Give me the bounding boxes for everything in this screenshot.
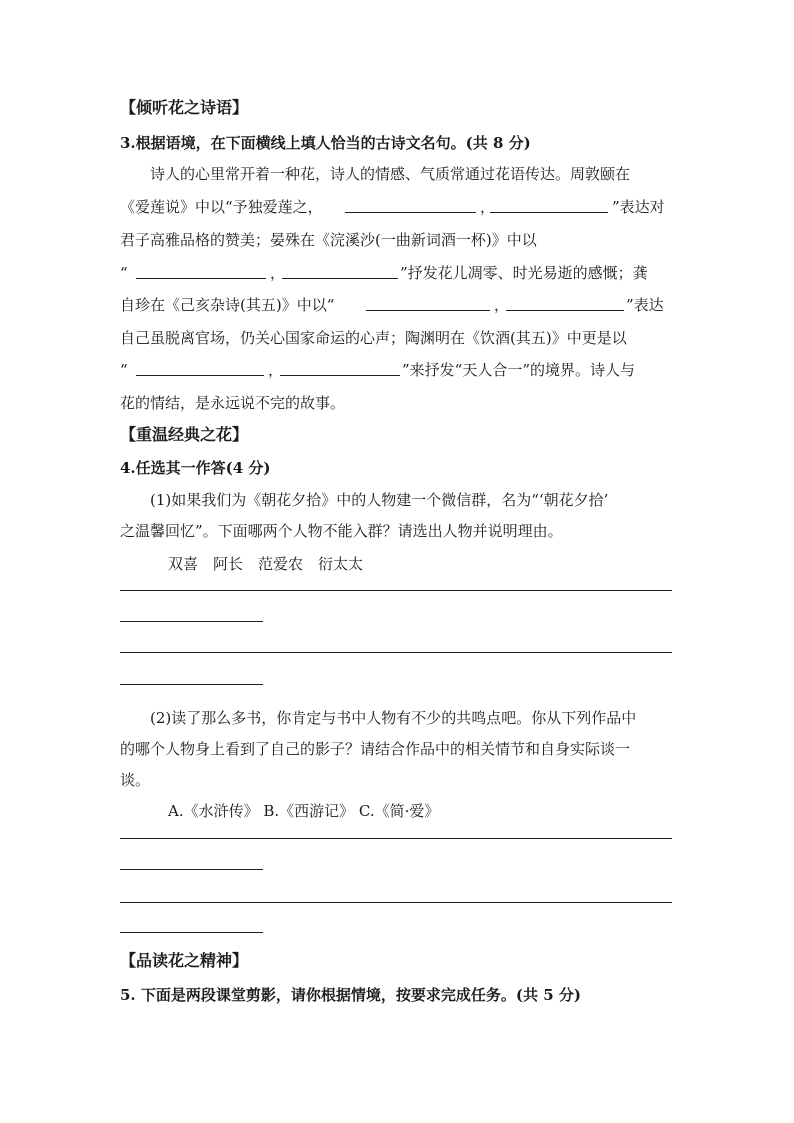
q3-line-4-comma: ，	[270, 264, 286, 282]
blank-6[interactable]	[506, 310, 624, 311]
q3-line-4-end: ”抒发花儿凋零、时光易逝的感慨；龚	[400, 264, 648, 282]
q3-line-2-start: 《爱莲说》中以“予独爱莲之，	[120, 198, 323, 216]
q3-line-7-end: ”来抒发“天人合一”的境界。诗人与	[402, 361, 636, 379]
answer-line-4[interactable]	[120, 684, 263, 685]
blank-5[interactable]	[366, 310, 490, 311]
answer-line-5[interactable]	[120, 838, 672, 839]
q4-part-2-line-3: 谈。	[120, 771, 151, 789]
q4-part-1-line-1: (1)如果我们为《朝花夕拾》中的人物建一个微信群，名为“‘朝花夕拾’	[150, 491, 609, 509]
q3-line-2-comma: ，	[480, 198, 496, 216]
answer-line-1[interactable]	[120, 590, 672, 591]
answer-line-7[interactable]	[120, 902, 672, 903]
blank-1[interactable]	[345, 212, 476, 213]
q4-book-options: A.《水浒传》 B.《西游记》 C.《简·爱》	[168, 802, 440, 820]
q3-line-5-start: 自珍在《己亥杂诗(其五)》中以“	[120, 296, 335, 314]
answer-line-2[interactable]	[120, 621, 263, 622]
q4-character-names: 双喜 阿长 范爱农 衍太太	[168, 555, 364, 573]
answer-line-6[interactable]	[120, 869, 263, 870]
q3-line-2-end: ”表达对	[612, 198, 665, 216]
answer-line-8[interactable]	[120, 932, 263, 933]
blank-4[interactable]	[282, 278, 398, 279]
q3-line-5-end: ”表达	[626, 296, 664, 314]
blank-3[interactable]	[136, 278, 266, 279]
question-5-title: 5. 下面是两段课堂剪影，请你根据情境，按要求完成任务。(共 5 分)	[120, 986, 581, 1004]
q3-line-1: 诗人的心里常开着一种花，诗人的情感、气质常通过花语传达。周敦颐在	[150, 165, 631, 183]
section-heading-classics: 【重温经典之花】	[120, 425, 249, 444]
q3-line-5-comma: ，	[494, 296, 510, 314]
q3-line-4-quote: “	[120, 264, 128, 282]
blank-7[interactable]	[136, 375, 264, 376]
answer-line-3[interactable]	[120, 652, 672, 653]
section-heading-spirit: 【品读花之精神】	[120, 951, 249, 970]
section-heading-poetry: 【倾听花之诗语】	[120, 98, 249, 117]
question-3-title: 3.根据语境，在下面横线上填人恰当的古诗文名句。(共 8 分)	[120, 134, 531, 152]
q4-part-2-line-2: 的哪个人物身上看到了自己的影子？请结合作品中的相关情节和自身实际谈一	[120, 740, 631, 758]
q4-part-1-line-2: 之温馨回忆”。下面哪两个人物不能入群？请选出人物并说明理由。	[120, 522, 563, 540]
q3-line-3: 君子高雅品格的赞美；晏殊在《浣溪沙(一曲新词酒一杯)》中以	[120, 231, 537, 249]
q3-line-6: 自己虽脱离官场，仍关心国家命运的心声；陶渊明在《饮酒(其五)》中更是以	[120, 329, 627, 347]
q4-part-2-line-1: (2)读了那么多书，你肯定与书中人物有不少的共鸣点吧。你从下列作品中	[150, 709, 637, 727]
blank-8[interactable]	[280, 375, 400, 376]
question-4-title: 4.任选其一作答(4 分)	[120, 459, 271, 477]
q3-line-7-comma: ，	[268, 361, 284, 379]
q3-line-7-quote: “	[120, 361, 128, 379]
blank-2[interactable]	[490, 212, 608, 213]
q3-line-8: 花的情结，是永远说不完的故事。	[120, 394, 346, 412]
